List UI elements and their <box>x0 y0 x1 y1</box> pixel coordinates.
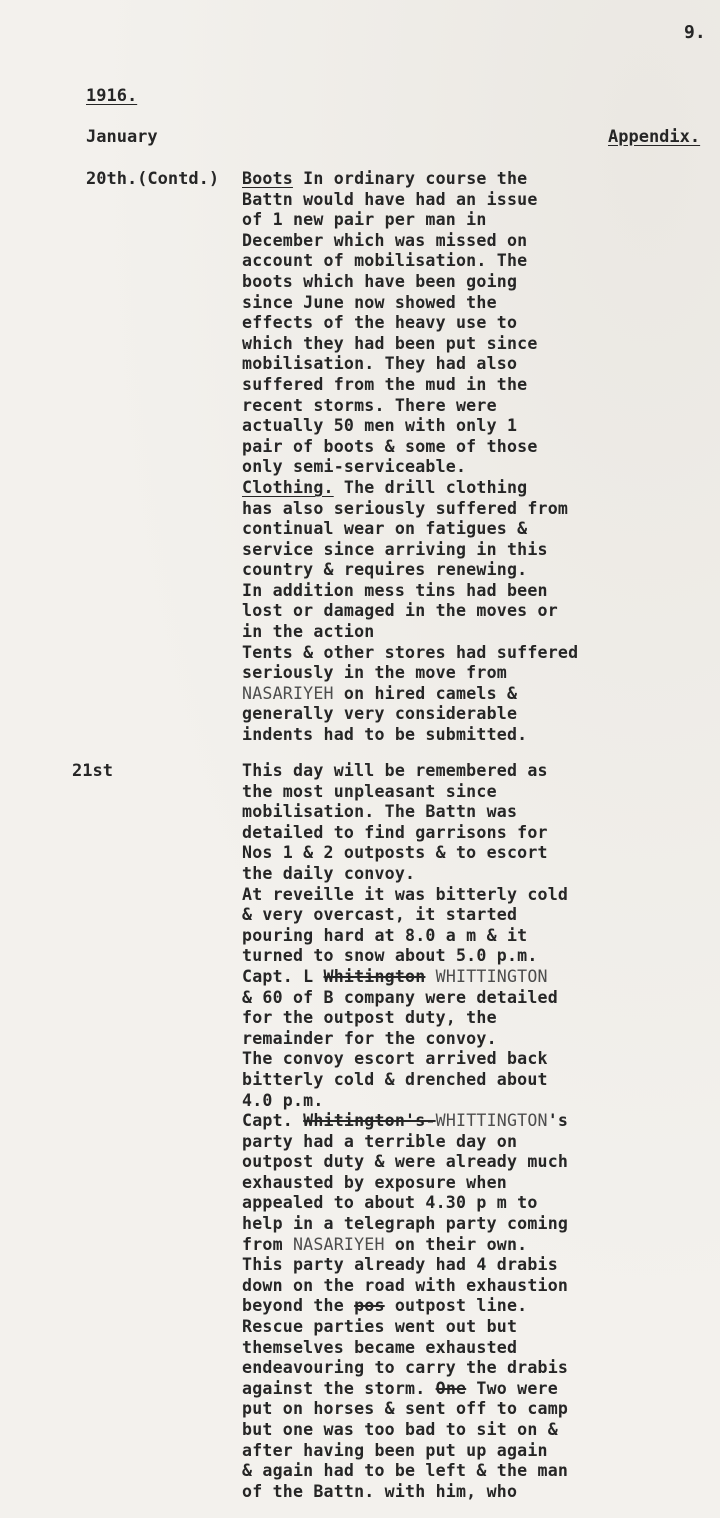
text-run: service since arriving in this <box>242 539 548 559</box>
text-line <box>242 1296 568 1317</box>
text-run: Nos 1 & 2 outposts & to escort <box>242 843 548 863</box>
text-run: NASARIYEH <box>292 1234 385 1254</box>
text-run: Two were <box>466 1378 558 1398</box>
month-heading: January <box>86 127 158 147</box>
entry-body <box>242 169 578 746</box>
text-run: down on the road with exhaustion <box>242 1275 569 1295</box>
text-line <box>242 437 578 458</box>
text-line <box>242 499 578 520</box>
text-run: seriously in the move from <box>242 663 507 683</box>
text-run: Rescue parties went out but <box>242 1317 518 1337</box>
text-run: NASARIYEH <box>242 683 334 703</box>
text-run: of 1 new pair per man in <box>242 210 487 230</box>
text-run: continual wear on fatigues & <box>242 519 528 539</box>
text-run: outpost line. <box>384 1296 528 1316</box>
text-line <box>242 1358 568 1379</box>
year-heading: 1916. <box>86 86 138 106</box>
entry-body <box>242 761 568 1502</box>
text-run: & very overcast, it started <box>242 905 518 925</box>
text-run: December which was missed on <box>242 230 528 250</box>
text-line <box>242 416 578 437</box>
text-run: turned to snow about 5.0 p.m. <box>242 946 538 966</box>
text-line <box>242 1193 568 1214</box>
text-run: pair of boots & some of those <box>242 436 538 456</box>
text-line <box>242 1111 568 1132</box>
text-run: help in a telegraph party coming <box>242 1214 569 1234</box>
text-line <box>242 313 578 334</box>
text-run: outpost duty & were already much <box>242 1152 569 1172</box>
text-line <box>242 169 578 190</box>
text-line <box>242 761 568 782</box>
text-run: The drill clothing <box>333 477 528 497</box>
text-line <box>242 1338 568 1359</box>
text-run: In ordinary course the <box>292 169 528 188</box>
text-line <box>242 905 568 926</box>
text-run: since June now showed the <box>242 292 497 312</box>
text-line <box>242 622 578 643</box>
text-run: & again had to be left & the man <box>242 1461 569 1481</box>
text-run: which they had been put since <box>242 333 538 353</box>
text-run: indents had to be submitted. <box>242 725 528 745</box>
text-line <box>242 457 578 478</box>
text-line <box>242 1070 568 1091</box>
text-line <box>242 272 578 293</box>
text-run: Tents & other stores had suffered <box>242 642 579 662</box>
text-run: The convoy escort arrived back <box>242 1049 548 1069</box>
entry-date: 21st <box>72 761 113 781</box>
text-line <box>242 293 578 314</box>
text-run: party had a terrible day on <box>242 1131 518 1151</box>
text-run: on their own. <box>384 1234 528 1254</box>
text-line <box>242 643 578 664</box>
text-run: exhausted by exposure when <box>242 1172 507 1192</box>
text-line <box>242 1482 568 1503</box>
text-line <box>242 1317 568 1338</box>
text-line <box>242 251 578 272</box>
text-run: Capt. <box>242 1111 304 1131</box>
text-line <box>242 967 568 988</box>
text-line <box>242 1399 568 1420</box>
text-line <box>242 1029 568 1050</box>
text-line <box>242 1173 568 1194</box>
text-line <box>242 946 568 967</box>
underlined-heading: Boots <box>242 169 293 188</box>
text-run: generally very considerable <box>242 704 518 724</box>
text-run: on hired camels & <box>333 683 518 703</box>
text-run: This party already had 4 drabis <box>242 1255 558 1275</box>
text-run: but one was too bad to sit on & <box>242 1420 558 1439</box>
text-run: suffered from the mud in the <box>242 374 528 394</box>
text-run: put on horses & sent off to camp <box>242 1399 569 1419</box>
text-line <box>242 210 578 231</box>
text-line <box>242 1255 568 1276</box>
text-line <box>242 1091 568 1112</box>
text-run: only semi-serviceable. <box>242 457 467 477</box>
text-line <box>242 334 578 355</box>
text-line <box>242 540 578 561</box>
text-run: WHITTINGTON <box>435 1111 548 1131</box>
text-line <box>242 823 568 844</box>
text-line <box>242 843 568 864</box>
text-line <box>242 581 578 602</box>
text-line <box>242 988 568 1009</box>
text-line <box>242 802 568 823</box>
text-run: In addition mess tins had been <box>242 580 548 600</box>
text-line <box>242 396 578 417</box>
text-line <box>242 519 578 540</box>
text-run: actually 50 men with only 1 <box>242 416 518 436</box>
text-run: account of mobilisation. The <box>242 251 528 271</box>
underlined-heading: Clothing. <box>242 477 334 497</box>
text-run: themselves became exhausted <box>242 1337 518 1357</box>
text-run: after having been put up again <box>242 1440 548 1460</box>
text-run: Battn would have had an issue <box>242 189 538 209</box>
text-run: of the Battn. with him, who <box>242 1481 518 1501</box>
text-line <box>242 782 568 803</box>
text-line <box>242 1049 568 1070</box>
text-line <box>242 1420 568 1441</box>
text-run: This day will be remembered as <box>242 761 548 780</box>
text-line <box>242 663 578 684</box>
text-line <box>242 354 578 375</box>
struck-text: Whitington <box>323 966 426 986</box>
struck-text: pos <box>354 1296 385 1316</box>
text-run: 4.0 p.m. <box>242 1090 324 1110</box>
text-line <box>242 725 578 746</box>
text-line <box>242 1008 568 1029</box>
text-run: recent storms. There were <box>242 395 497 415</box>
text-line <box>242 1132 568 1153</box>
text-run: bitterly cold & drenched about <box>242 1069 548 1089</box>
text-run: from <box>242 1234 293 1254</box>
struck-text: One <box>435 1378 467 1398</box>
text-line <box>242 864 568 885</box>
text-line <box>242 684 578 705</box>
text-run: lost or damaged in the moves or <box>242 601 558 621</box>
text-line <box>242 190 578 211</box>
struck-text: Whitington's- <box>303 1111 436 1131</box>
entry-date: 20th.(Contd.) <box>86 169 220 189</box>
text-run: has also seriously suffered from <box>242 498 569 518</box>
text-run: country & requires renewing. <box>242 560 528 580</box>
text-run: in the action <box>242 622 375 642</box>
text-line <box>242 1441 568 1462</box>
text-line <box>242 885 568 906</box>
text-line <box>242 478 578 499</box>
text-run: boots which have been going <box>242 271 518 291</box>
text-line <box>242 1276 568 1297</box>
text-line <box>242 1152 568 1173</box>
text-line <box>242 375 578 396</box>
text-run: 's <box>547 1111 569 1131</box>
text-run: WHITTINGTON <box>425 966 548 986</box>
text-run: beyond the <box>242 1296 355 1316</box>
text-line <box>242 704 578 725</box>
page-number: 9. <box>684 22 706 43</box>
appendix-column-header: Appendix. <box>608 127 701 147</box>
text-line <box>242 926 568 947</box>
text-line <box>242 560 578 581</box>
text-line <box>242 1235 568 1256</box>
text-line <box>242 231 578 252</box>
text-line <box>242 1214 568 1235</box>
text-run: for the outpost duty, the <box>242 1008 497 1028</box>
text-run: detailed to find garrisons for <box>242 822 548 842</box>
text-run: Capt. L <box>242 966 324 986</box>
text-run: endeavouring to carry the drabis <box>242 1358 569 1378</box>
text-run: the daily convoy. <box>242 863 416 883</box>
text-run: the most unpleasant since <box>242 781 497 801</box>
text-run: mobilisation. The Battn was <box>242 802 518 822</box>
text-run: effects of the heavy use to <box>242 313 518 333</box>
text-run: At reveille it was bitterly cold <box>242 884 569 904</box>
text-run: pouring hard at 8.0 a m & it <box>242 925 528 945</box>
text-line <box>242 601 578 622</box>
text-run: remainder for the convoy. <box>242 1028 497 1048</box>
text-run: mobilisation. They had also <box>242 354 518 374</box>
text-line <box>242 1379 568 1400</box>
text-run: appealed to about 4.30 p m to <box>242 1193 538 1213</box>
text-run: & 60 of B company were detailed <box>242 987 558 1007</box>
text-run: against the storm. <box>242 1378 436 1398</box>
text-line <box>242 1461 568 1482</box>
